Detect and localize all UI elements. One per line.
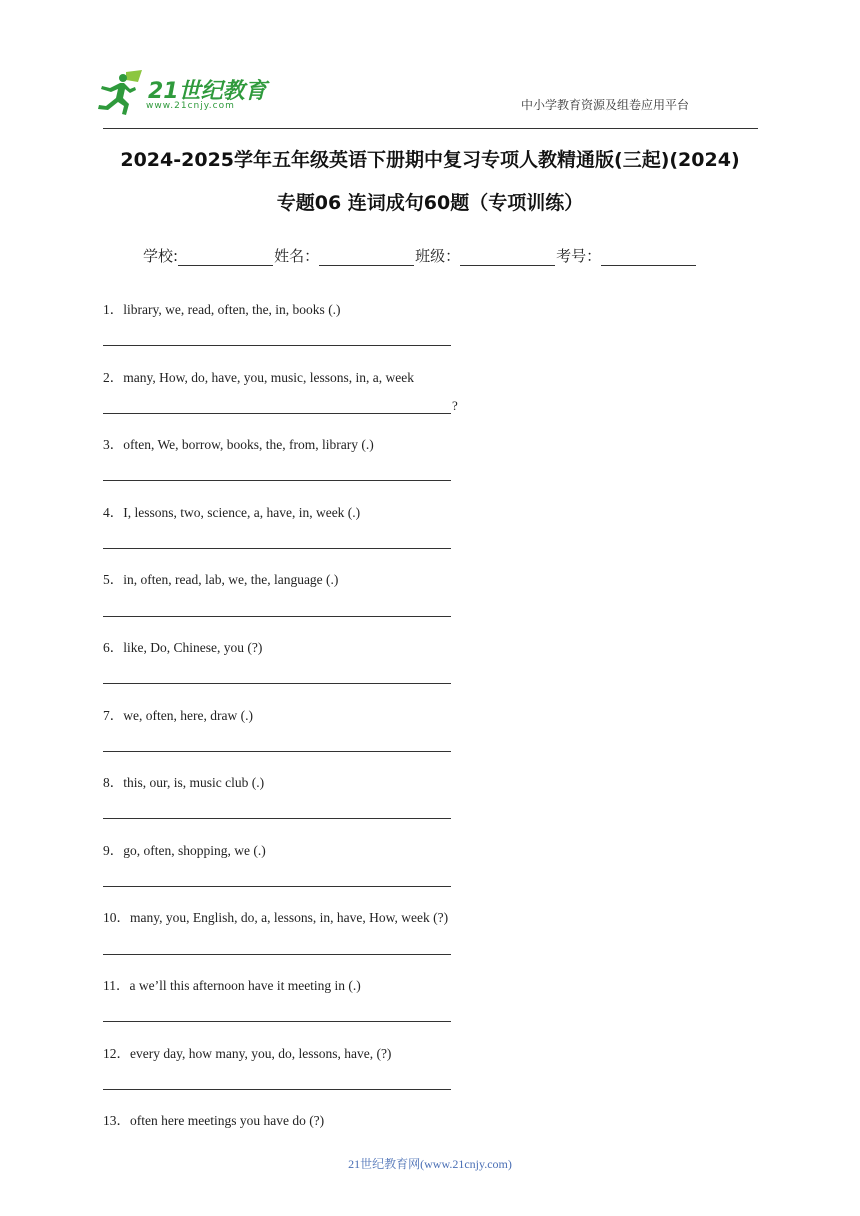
- page-subtitle: 专题06 连词成句60题（专项训练）: [276, 192, 584, 214]
- answer-line-3[interactable]: [103, 480, 451, 481]
- answer-line-5[interactable]: [103, 616, 451, 617]
- logo-url: www.21cnjy.com: [146, 101, 235, 111]
- answer-line-11[interactable]: [103, 1021, 451, 1022]
- answer-line-10[interactable]: [103, 954, 451, 955]
- answer-line-1[interactable]: [103, 345, 451, 346]
- question-2-end-mark: ?: [452, 398, 458, 413]
- question-2: 2．many, How, do, have, you, music, lessons, in, a, week: [103, 370, 414, 385]
- class-label: 班级：: [415, 247, 461, 265]
- class-field[interactable]: [460, 247, 555, 266]
- question-1: 1．library, we, read, often, the, in, books (.): [103, 302, 341, 317]
- platform-label: 中小学教育资源及组卷应用平台: [521, 98, 690, 112]
- header-divider: [103, 128, 758, 129]
- question-11: 11．a we’ll this afternoon have it meeting in (.): [103, 978, 361, 993]
- page-title: 2024-2025学年五年级英语下册期中复习专项人教精通版(三起)(2024): [120, 149, 740, 171]
- runner-logo-icon: [96, 68, 146, 118]
- question-9: 9．go, often, shopping, we (.): [103, 843, 266, 858]
- question-4: 4．I, lessons, two, science, a, have, in, week (.): [103, 505, 361, 520]
- student-info-row: [143, 245, 697, 266]
- answer-line-12[interactable]: [103, 1089, 451, 1090]
- question-13: 13．often here meetings you have do (?): [103, 1113, 325, 1128]
- logo-text: 21世纪教育: [148, 79, 267, 104]
- number-label: 考号：: [556, 247, 602, 265]
- name-label: 姓名：: [274, 247, 320, 265]
- school-field[interactable]: [178, 247, 273, 266]
- answer-line-4[interactable]: [103, 548, 451, 549]
- name-field[interactable]: [319, 247, 414, 266]
- question-5: 5．in, often, read, lab, we, the, language (.): [103, 572, 339, 587]
- number-field[interactable]: [601, 247, 696, 266]
- answer-line-7[interactable]: [103, 751, 451, 752]
- logo: [96, 68, 271, 118]
- question-10: 10．many, you, English, do, a, lessons, in, have, How, week (?): [103, 910, 449, 925]
- question-8: 8．this, our, is, music club (.): [103, 775, 265, 790]
- question-3: 3．often, We, borrow, books, the, from, library (.): [103, 437, 374, 452]
- school-label: 学校:: [143, 247, 179, 265]
- answer-line-2[interactable]: [103, 413, 451, 414]
- question-12: 12．every day, how many, you, do, lessons, have, (?): [103, 1046, 392, 1061]
- footer-link[interactable]: 21世纪教育网(www.21cnjy.com): [348, 1157, 512, 1171]
- question-7: 7．we, often, here, draw (.): [103, 708, 253, 723]
- question-6: 6．like, Do, Chinese, you (?): [103, 640, 263, 655]
- answer-line-6[interactable]: [103, 683, 451, 684]
- answer-line-9[interactable]: [103, 886, 451, 887]
- answer-line-8[interactable]: [103, 818, 451, 819]
